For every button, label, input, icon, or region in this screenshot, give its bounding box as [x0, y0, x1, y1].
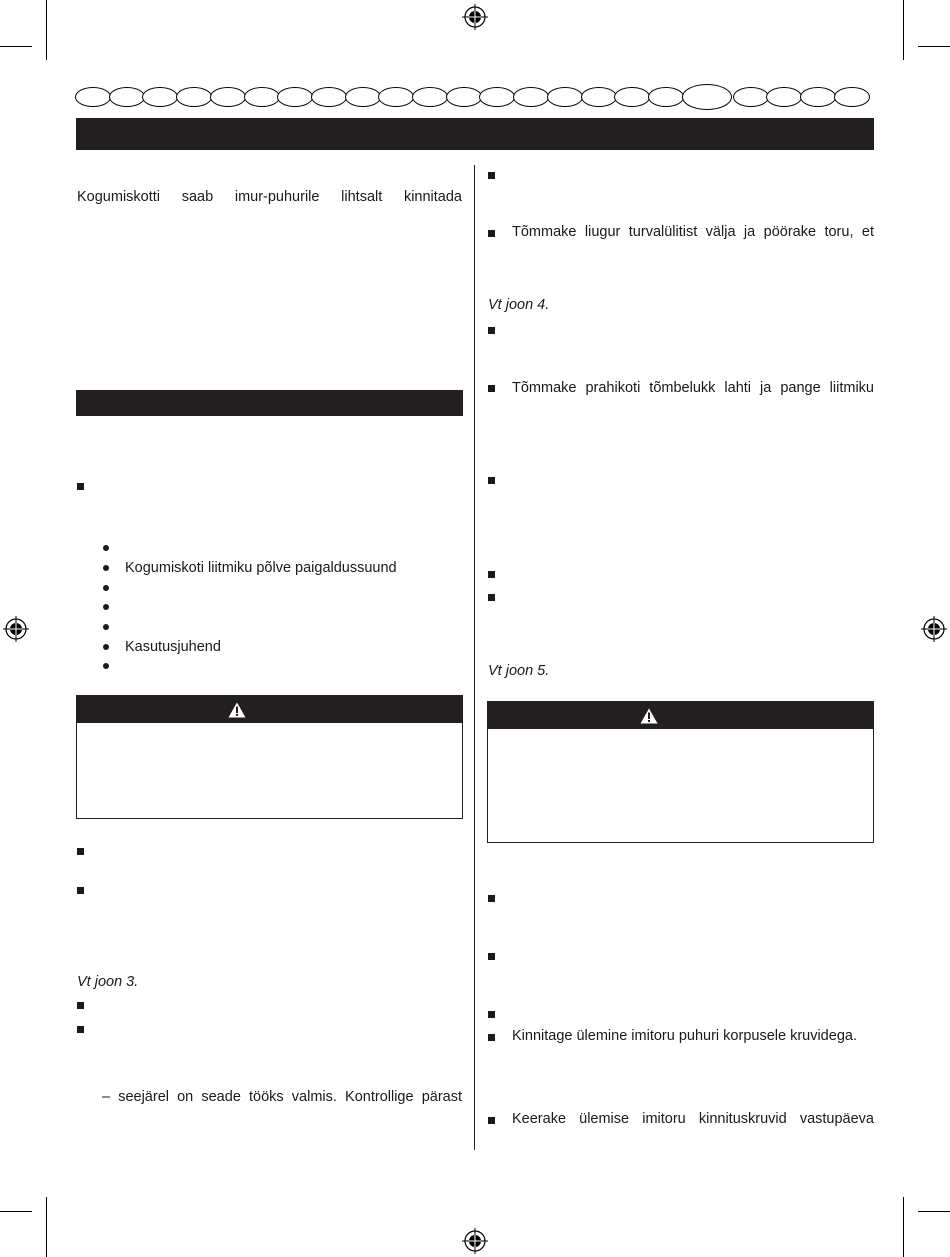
language-tab [75, 87, 111, 107]
language-tab [581, 87, 617, 107]
square-bullet [488, 1011, 495, 1018]
round-bullet [103, 604, 109, 610]
language-tab [142, 87, 178, 107]
intro-text: Kogumiskotti saab imur-puhurile lihtsalt kinnitada [77, 189, 462, 205]
figure-reference-4: Vt joon 4. [488, 297, 550, 313]
language-tab [446, 87, 482, 107]
language-tab [412, 87, 448, 107]
language-tab [547, 87, 583, 107]
language-tabs [75, 85, 875, 109]
language-tab [733, 87, 769, 107]
crop-mark [903, 1197, 904, 1257]
bullet-item-elbow: Kogumiskoti liitmiku põlve paigaldussuund [125, 560, 397, 576]
square-bullet [488, 230, 495, 237]
language-tab [834, 87, 870, 107]
registration-mark-icon [921, 616, 947, 642]
square-bullet [77, 483, 84, 490]
language-tab [614, 87, 650, 107]
subsection-header-bar [76, 390, 463, 416]
step-screws-text: Keerake ülemise imitoru kinnituskruvid vastupäeva [512, 1111, 874, 1127]
crop-mark [0, 46, 32, 47]
round-bullet [103, 644, 109, 650]
step-attach-text: Kinnitage ülemine imitoru puhuri korpusele kruvidega. [512, 1028, 857, 1044]
square-bullet [488, 571, 495, 578]
square-bullet [488, 385, 495, 392]
crop-mark [46, 1197, 47, 1257]
language-tab [311, 87, 347, 107]
crop-mark [46, 0, 47, 60]
language-tab [277, 87, 313, 107]
square-bullet [77, 1002, 84, 1009]
language-tab [244, 87, 280, 107]
warning-triangle-icon [640, 708, 658, 724]
crop-mark [918, 46, 950, 47]
language-tab [109, 87, 145, 107]
language-tab [345, 87, 381, 107]
square-bullet [488, 477, 495, 484]
language-tab [479, 87, 515, 107]
round-bullet [103, 663, 109, 669]
step-slide-text: Tõmmake liugur turvalülitist välja ja pöörake toru, et [512, 224, 874, 240]
warning-box-left [76, 695, 463, 819]
warning-triangle-icon [228, 702, 246, 718]
square-bullet [488, 895, 495, 902]
round-bullet [103, 545, 109, 551]
crop-mark [918, 1211, 950, 1212]
language-tab-active [682, 84, 732, 110]
warning-header [77, 696, 462, 723]
round-bullet [103, 565, 109, 571]
column-divider [474, 165, 475, 1150]
registration-mark-icon [462, 4, 488, 30]
square-bullet [488, 594, 495, 601]
language-tab [648, 87, 684, 107]
language-tab [800, 87, 836, 107]
round-bullet [103, 585, 109, 591]
square-bullet [77, 1026, 84, 1033]
square-bullet [488, 953, 495, 960]
language-tab [766, 87, 802, 107]
crop-mark [0, 1211, 32, 1212]
square-bullet [488, 1034, 495, 1041]
dash-text: – seejärel on seade tööks valmis. Kontrollige pärast [102, 1089, 462, 1105]
warning-header [488, 702, 873, 729]
square-bullet [77, 848, 84, 855]
language-tab [176, 87, 212, 107]
square-bullet [77, 887, 84, 894]
registration-mark-icon [3, 616, 29, 642]
step-bag-text: Tõmmake prahikoti tõmbelukk lahti ja pange liitmiku [512, 380, 874, 396]
section-header-bar [76, 118, 874, 150]
language-tab [210, 87, 246, 107]
square-bullet [488, 327, 495, 334]
language-tab [378, 87, 414, 107]
registration-mark-icon [462, 1228, 488, 1254]
round-bullet [103, 624, 109, 630]
crop-mark [903, 0, 904, 60]
square-bullet [488, 172, 495, 179]
language-tab [513, 87, 549, 107]
figure-reference-3: Vt joon 3. [77, 974, 139, 990]
warning-box-right [487, 701, 874, 843]
bullet-item-manual: Kasutusjuhend [125, 639, 221, 655]
figure-reference-5: Vt joon 5. [488, 663, 550, 679]
square-bullet [488, 1117, 495, 1124]
